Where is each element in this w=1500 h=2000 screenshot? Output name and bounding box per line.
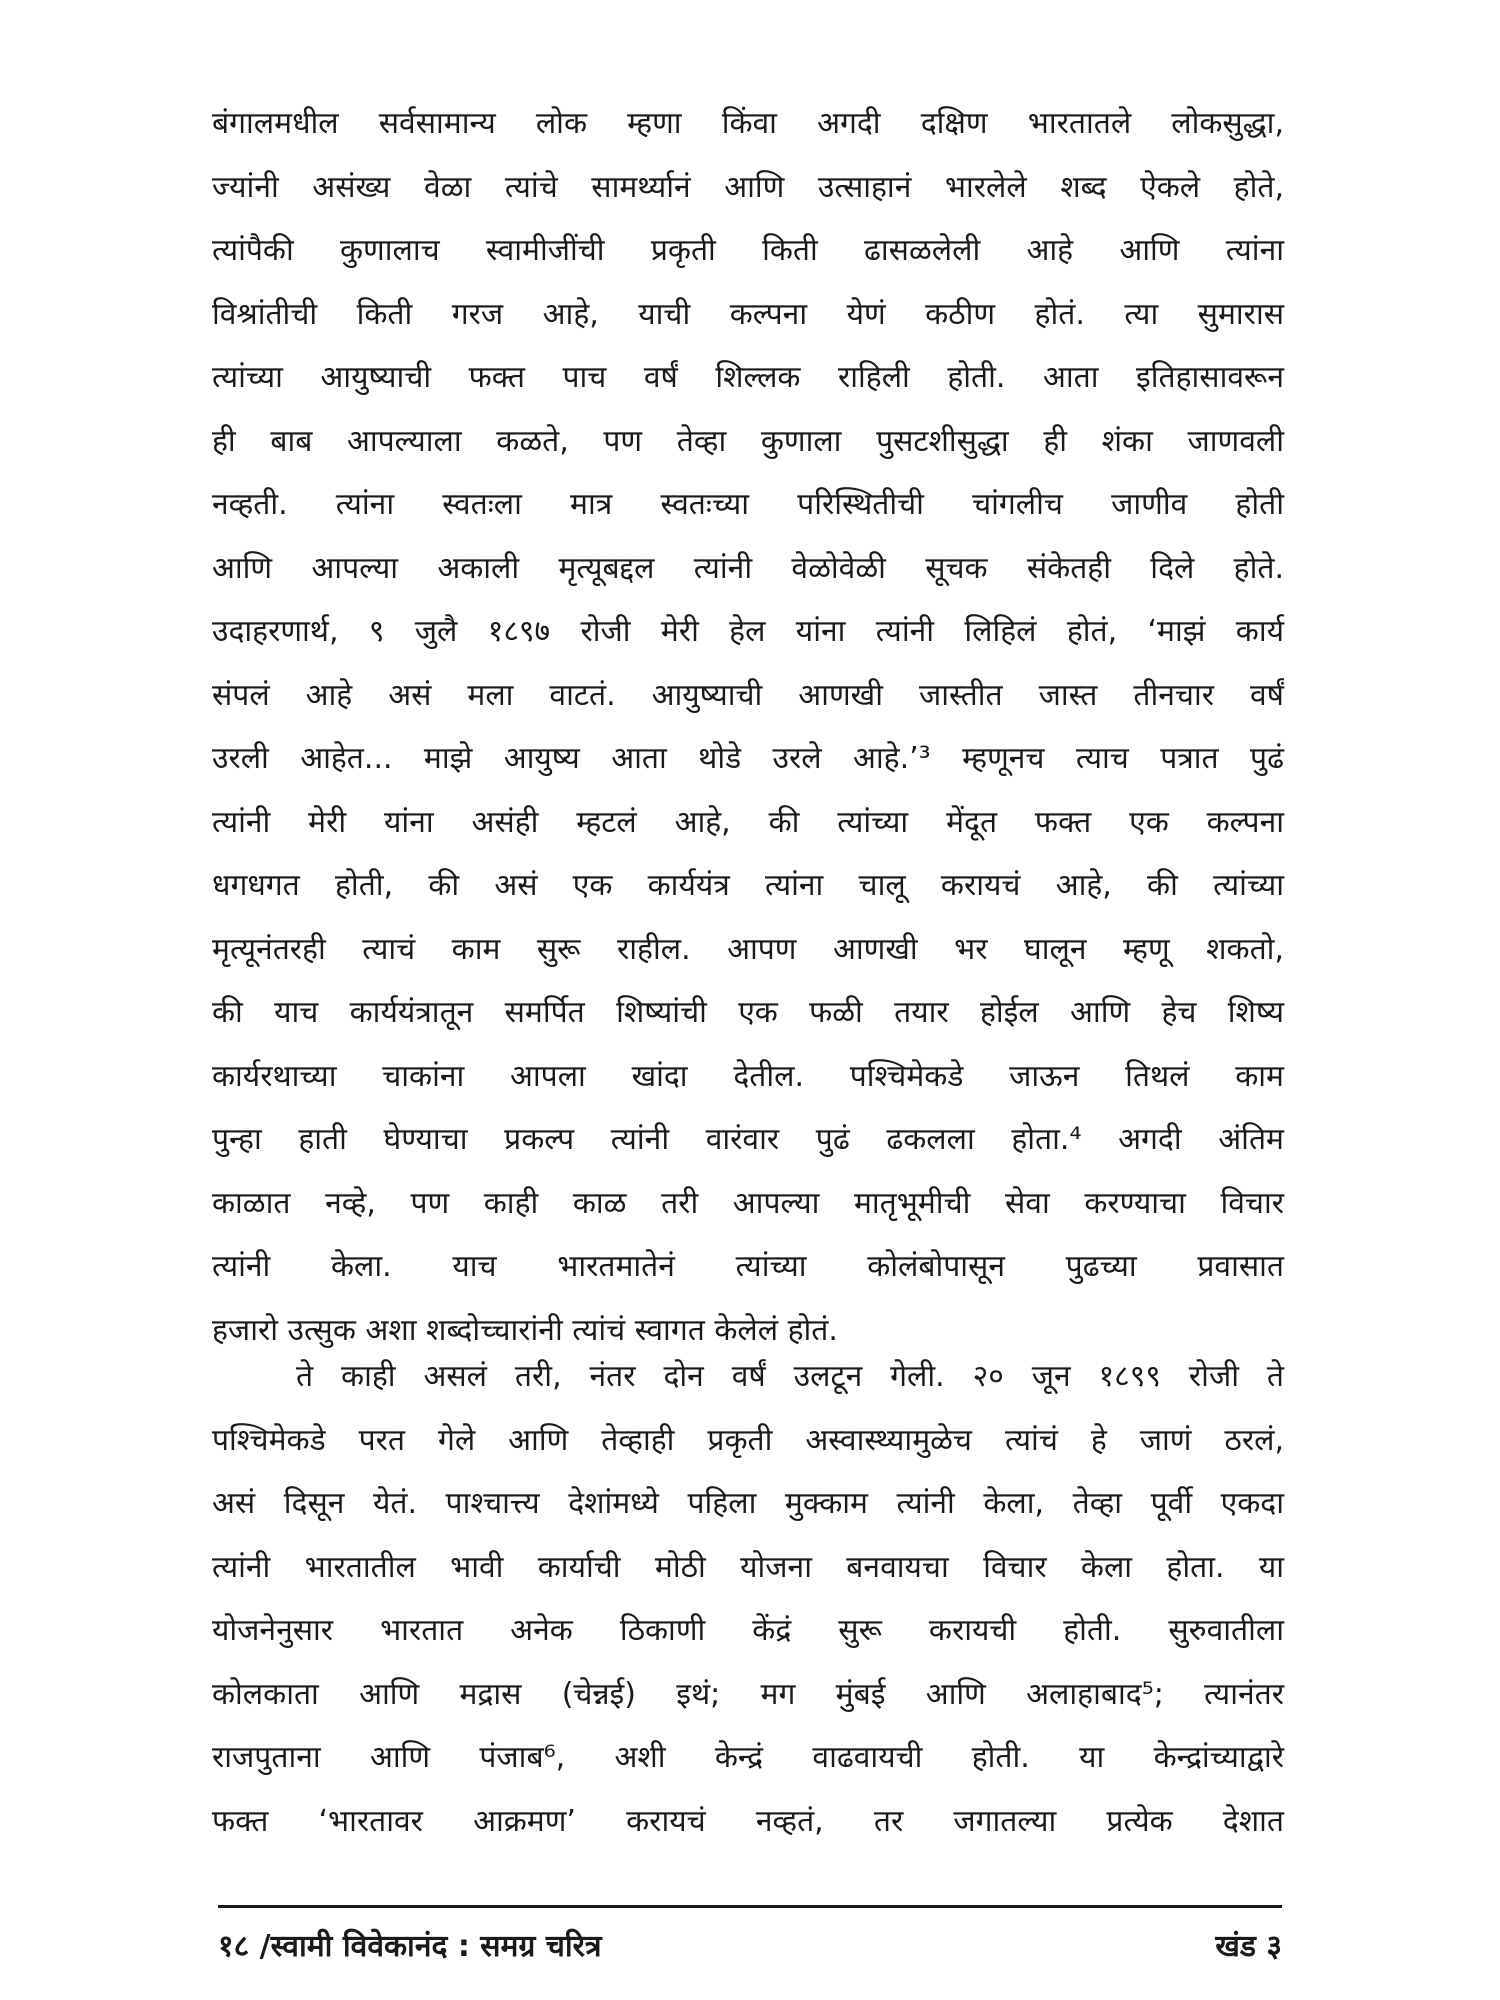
paragraph-line: त्यांनी भारतातील भावी कार्याची मोठी योजना बनवायचा विचार केला होता. या [212, 1549, 1284, 1585]
paragraph-line: कोलकाता आणि मद्रास (चेन्नई) इथं; मग मुंबई आणि अलाहाबाद⁵; त्यानंतर [212, 1676, 1284, 1712]
paragraph-line: त्यांपैकी कुणालाच स्वामीजींची प्रकृती किती ढासळलेली आहे आणि त्यांना [212, 233, 1284, 268]
paragraph-line: पश्चिमेकडे परत गेले आणि तेव्हाही प्रकृती अस्वास्थ्यामुळेच त्यांचं हे जाणं ठरलं, [212, 1422, 1284, 1458]
footer-page-title: १८ /स्वामी विवेकानंद : समग्र चरित्र [218, 1929, 602, 1964]
paragraph-line: हजारो उत्सुक अशा शब्दोच्चारांनी त्यांचं स्वागत केलेलं होतं. [212, 1312, 838, 1348]
footer-divider [218, 1905, 1282, 1908]
paragraph-line: विश्रांतीची किती गरज आहे, याची कल्पना येणं कठीण होतं. त्या सुमारास [212, 296, 1284, 332]
paragraph-line: त्यांच्या आयुष्याची फक्त पाच वर्षं शिल्लक राहिली होती. आता इतिहासावरून [212, 360, 1284, 395]
paragraph-line: कार्यरथाच्या चाकांना आपला खांदा देतील. पश्चिमेकडे जाऊन तिथलं काम [212, 1058, 1284, 1094]
paragraph-line: त्यांनी मेरी यांना असंही म्हटलं आहे, की त्यांच्या मेंदूत फक्त एक कल्पना [212, 804, 1284, 840]
footer-volume: खंड ३ [1215, 1929, 1282, 1964]
paragraph-line: काळात नव्हे, पण काही काळ तरी आपल्या मातृभूमीची सेवा करण्याचा विचार [212, 1185, 1284, 1221]
paragraph-line: फक्त ‘भारतावर आक्रमण’ करायचं नव्हतं, तर जगातल्या प्रत्येक देशात [212, 1803, 1284, 1839]
paragraph-line: ही बाब आपल्याला कळते, पण तेव्हा कुणाला पुसटशीसुद्धा ही शंका जाणवली [212, 423, 1284, 459]
paragraph-2 [212, 1345, 1284, 1853]
paragraph-line: ते काही असलं तरी, नंतर दोन वर्षं उलटून गेली. २० जून १८९९ रोजी ते [296, 1359, 1284, 1394]
paragraph-line: बंगालमधील सर्वसामान्य लोक म्हणा किंवा अगदी दक्षिण भारतातले लोकसुद्धा, [212, 106, 1284, 141]
paragraph-line: नव्हती. त्यांना स्वतःला मात्र स्वतःच्या परिस्थितीची चांगलीच जाणीव होती [212, 487, 1284, 522]
paragraph-line: राजपुताना आणि पंजाब⁶, अशी केन्द्रं वाढवायची होती. या केन्द्रांच्याद्वारे [212, 1740, 1284, 1775]
paragraph-line: उदाहरणार्थ, ९ जुलै १८९७ रोजी मेरी हेल यांना त्यांनी लिहिलं होतं, ‘माझं कार्य [212, 614, 1284, 649]
paragraph-line: संपलं आहे असं मला वाटतं. आयुष्याची आणखी जास्तीत जास्त तीनचार वर्षं [212, 677, 1284, 713]
paragraph-1 [212, 92, 1284, 1362]
paragraph-line: योजनेनुसार भारतात अनेक ठिकाणी केंद्रं सुरू करायची होती. सुरुवातीला [212, 1613, 1284, 1648]
paragraph-line: ज्यांनी असंख्य वेळा त्यांचे सामर्थ्यानं आणि उत्साहानं भारलेले शब्द ऐकले होते, [212, 169, 1284, 205]
paragraph-line: धगधगत होती, की असं एक कार्ययंत्र त्यांना चालू करायचं आहे, की त्यांच्या [212, 868, 1284, 903]
paragraph-line: उरली आहेत... माझे आयुष्य आता थोडे उरले आहे.’³ म्हणूनच त्याच पत्रात पुढं [212, 741, 1284, 776]
page-footer [218, 1922, 1282, 1972]
paragraph-line: मृत्यूनंतरही त्याचं काम सुरू राहील. आपण आणखी भर घालून म्हणू शकतो, [212, 931, 1284, 967]
paragraph-line: त्यांनी केला. याच भारतमातेनं त्यांच्या कोलंबोपासून पुढच्या प्रवासात [212, 1249, 1284, 1284]
paragraph-line: पुन्हा हाती घेण्याचा प्रकल्प त्यांनी वारंवार पुढं ढकलला होता.⁴ अगदी अंतिम [212, 1122, 1284, 1157]
paragraph-line: आणि आपल्या अकाली मृत्यूबद्दल त्यांनी वेळोवेळी सूचक संकेतही दिले होते. [212, 550, 1284, 586]
paragraph-line: असं दिसून येतं. पाश्चात्त्य देशांमध्ये पहिला मुक्काम त्यांनी केला, तेव्हा पूर्वी एकदा [212, 1486, 1284, 1521]
paragraph-line: की याच कार्ययंत्रातून समर्पित शिष्यांची एक फळी तयार होईल आणि हेच शिष्य [212, 995, 1284, 1030]
